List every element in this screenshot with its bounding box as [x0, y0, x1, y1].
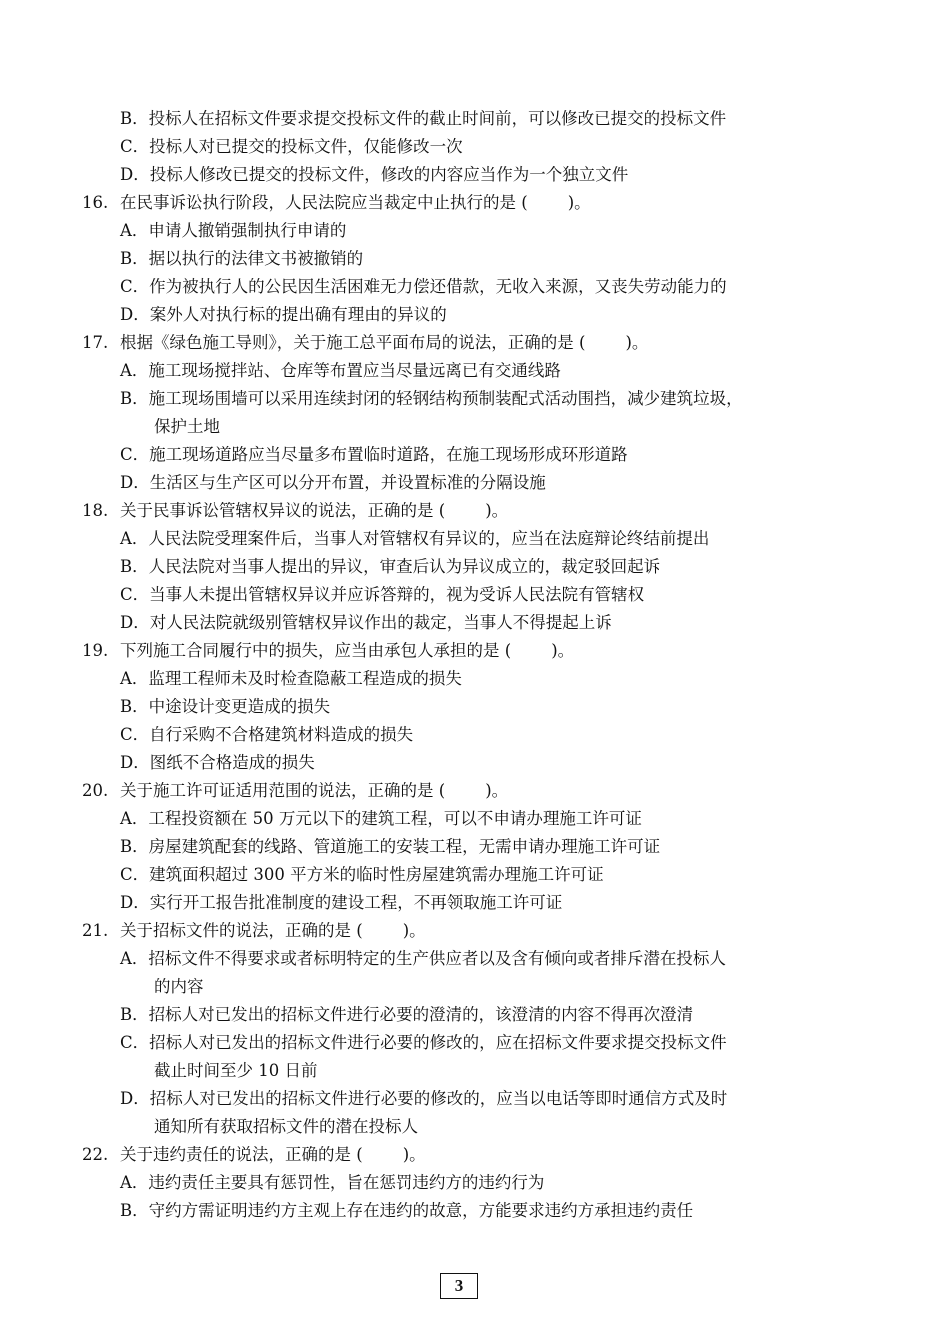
q22-option-b: B．守约方需证明违约方主观上存在违约的故意，方能要求违约方承担违约责任 — [120, 1201, 694, 1220]
q20-stem — [120, 780, 508, 802]
q17-stem-end: )。 — [625, 333, 649, 352]
q21-stem-text: 关于招标文件的说法，正确的是 ( — [120, 921, 363, 940]
q21-option-d: D．招标人对已发出的招标文件进行必要的修改的，应当以电话等即时通信方式及时 — [120, 1089, 728, 1108]
q21-option-a: A．招标文件不得要求或者标明特定的生产供应者以及含有倾向或者排斥潜在投标人 — [120, 949, 726, 968]
q17-stem-text: 根据《绿色施工导则》，关于施工总平面布局的说法，正确的是 ( — [120, 333, 586, 352]
q18-option-d: D．对人民法院就级别管辖权异议作出的裁定，当事人不得提起上诉 — [120, 613, 612, 632]
q21-stem — [120, 920, 426, 942]
q15-option-d: D．投标人修改已提交的投标文件，修改的内容应当作为一个独立文件 — [120, 165, 629, 184]
q21-option-d-cont: 通知所有获取招标文件的潜在投标人 — [154, 1117, 418, 1136]
q21-stem-end: )。 — [402, 921, 426, 940]
q22-stem-end: )。 — [402, 1145, 426, 1164]
q16-option-b: B．据以执行的法律文书被撤销的 — [120, 249, 364, 268]
q16-stem-text: 在民事诉讼执行阶段，人民法院应当裁定中止执行的是 ( — [120, 193, 528, 212]
q19-option-b: B．中途设计变更造成的损失 — [120, 697, 331, 716]
q21-number: 21. — [82, 921, 109, 940]
q22-number: 22. — [82, 1145, 109, 1164]
q18-stem-text: 关于民事诉讼管辖权异议的说法，正确的是 ( — [120, 501, 446, 520]
q16-stem-end: )。 — [567, 193, 591, 212]
q19-option-d: D．图纸不合格造成的损失 — [120, 753, 315, 772]
q21-option-a-cont: 的内容 — [154, 977, 204, 996]
q17-stem — [120, 332, 648, 354]
q18-option-a: A．人民法院受理案件后，当事人对管辖权有异议的，应当在法庭辩论终结前提出 — [120, 529, 710, 548]
q16-option-c: C．作为被执行人的公民因生活困难无力偿还借款，无收入来源，又丧失劳动能力的 — [120, 277, 727, 296]
q20-stem-end: )。 — [485, 781, 509, 800]
q17-option-a: A．施工现场搅拌站、仓库等布置应当尽量远离已有交通线路 — [120, 361, 561, 380]
q19-option-c: C．自行采购不合格建筑材料造成的损失 — [120, 725, 414, 744]
q20-option-d: D．实行开工报告批准制度的建设工程，不再领取施工许可证 — [120, 893, 563, 912]
q19-option-a: A．监理工程师未及时检查隐蔽工程造成的损失 — [120, 669, 462, 688]
q18-number: 18. — [82, 501, 109, 520]
q17-option-d: D．生活区与生产区可以分开布置，并设置标准的分隔设施 — [120, 473, 546, 492]
q17-option-b-cont: 保护土地 — [154, 417, 220, 436]
q18-option-b: B．人民法院对当事人提出的异议，审查后认为异议成立的，裁定驳回起诉 — [120, 557, 661, 576]
q18-option-c: C．当事人未提出管辖权异议并应诉答辩的，视为受诉人民法院有管辖权 — [120, 585, 645, 604]
q19-number: 19. — [82, 641, 109, 660]
q22-stem-text: 关于违约责任的说法，正确的是 ( — [120, 1145, 363, 1164]
q20-option-b: B．房屋建筑配套的线路、管道施工的安装工程，无需申请办理施工许可证 — [120, 837, 661, 856]
q18-stem-end: )。 — [485, 501, 509, 520]
q16-stem — [120, 192, 591, 214]
q20-stem-text: 关于施工许可证适用范围的说法，正确的是 ( — [120, 781, 446, 800]
q15-option-b: B．投标人在招标文件要求提交投标文件的截止时间前，可以修改已提交的投标文件 — [120, 109, 727, 128]
q20-option-c: C．建筑面积超过 300 平方米的临时性房屋建筑需办理施工许可证 — [120, 865, 604, 884]
q17-option-c: C．施工现场道路应当尽量多布置临时道路，在施工现场形成环形道路 — [120, 445, 628, 464]
q22-option-a: A．违约责任主要具有惩罚性，旨在惩罚违约方的违约行为 — [120, 1173, 545, 1192]
q22-stem — [120, 1144, 426, 1166]
q16-option-d: D．案外人对执行标的提出确有理由的异议的 — [120, 305, 447, 324]
q21-option-c: C．招标人对已发出的招标文件进行必要的修改的，应在招标文件要求提交投标文件 — [120, 1033, 727, 1052]
q19-stem — [120, 640, 574, 662]
q19-stem-text: 下列施工合同履行中的损失，应当由承包人承担的是 ( — [120, 641, 512, 660]
q20-number: 20. — [82, 781, 109, 800]
q17-number: 17. — [82, 333, 109, 352]
q16-option-a: A．申请人撤销强制执行申请的 — [120, 221, 347, 240]
q17-option-b: B．施工现场围墙可以采用连续封闭的轻钢结构预制装配式活动围挡，减少建筑垃圾， — [120, 389, 743, 408]
q19-stem-end: )。 — [551, 641, 575, 660]
q21-option-c-cont: 截止时间至少 10 日前 — [154, 1061, 318, 1080]
q16-number: 16. — [82, 193, 109, 212]
q21-option-b: B．招标人对已发出的招标文件进行必要的澄清的，该澄清的内容不得再次澄清 — [120, 1005, 694, 1024]
page-number-box: 3 — [440, 1273, 478, 1299]
q18-stem — [120, 500, 508, 522]
q15-option-c: C．投标人对已提交的投标文件，仅能修改一次 — [120, 137, 463, 156]
q20-option-a: A．工程投资额在 50 万元以下的建筑工程，可以不申请办理施工许可证 — [120, 809, 642, 828]
